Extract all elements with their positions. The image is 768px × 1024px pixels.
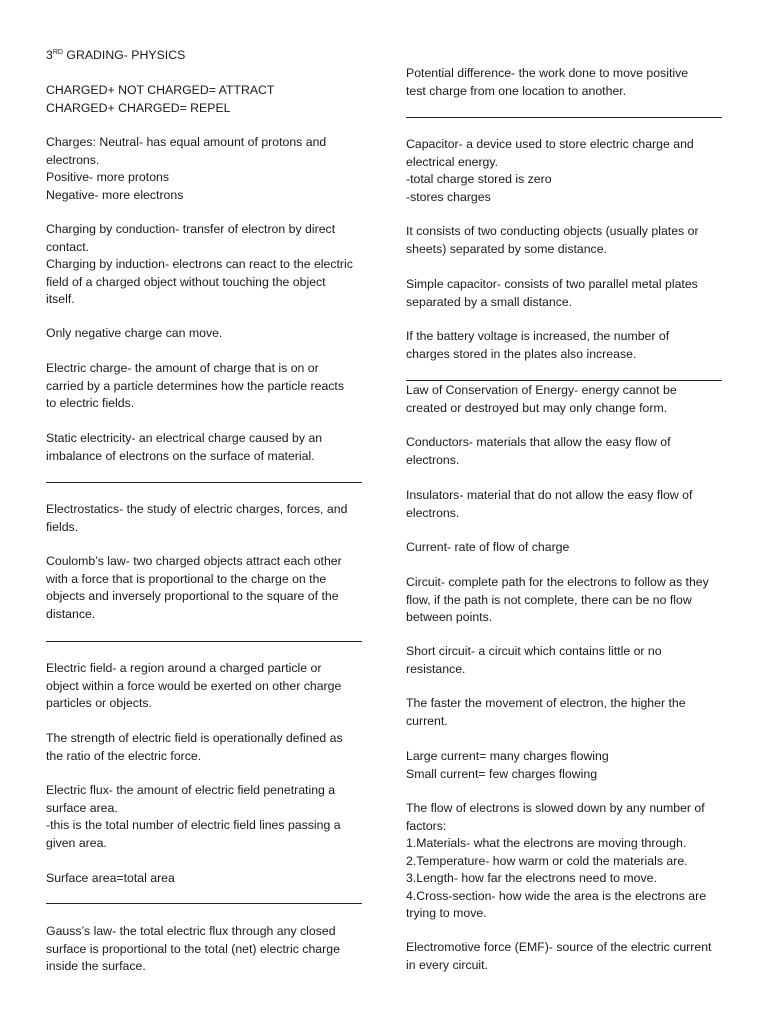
negative-charge-block bbox=[46, 325, 366, 343]
text-line: given area. bbox=[46, 835, 107, 850]
text-line: field of a charged object without touching the object bbox=[46, 274, 326, 289]
flow-factors-block bbox=[406, 800, 724, 923]
text-line: test charge from one location to another. bbox=[406, 83, 627, 98]
section-divider bbox=[46, 903, 362, 904]
text-line: created or destroyed but may only change form. bbox=[406, 400, 668, 415]
text-line: flow, if the path is not complete, there can be no flow bbox=[406, 592, 692, 607]
text-line: The strength of electric field is operationally defined as bbox=[46, 731, 343, 745]
text-line: CHARGED+ CHARGED= REPEL bbox=[46, 100, 231, 115]
text-line: sheets) separated by some distance. bbox=[406, 241, 607, 256]
text-line: Static electricity- an electrical charge caused by an bbox=[46, 431, 323, 445]
text-line: between points. bbox=[406, 610, 493, 624]
text-line: imbalance of electrons on the surface of material. bbox=[46, 448, 315, 463]
charges-block bbox=[46, 134, 366, 204]
text-line: trying to move. bbox=[406, 906, 487, 920]
capacitor-consists-block bbox=[406, 223, 724, 258]
text-line: Electric flux- the amount of electric field penetrating a bbox=[46, 783, 336, 797]
text-line: the ratio of the electric force. bbox=[46, 748, 202, 763]
text-line: Insulators- material that do not allow the easy flow of bbox=[406, 488, 693, 502]
text-line: Electrostatics- the study of electric charges, forces, and bbox=[46, 502, 348, 516]
text-line: in every circuit. bbox=[406, 957, 489, 972]
page-title: 3RD GRADING- PHYSICS bbox=[46, 48, 186, 62]
static-electricity-block bbox=[46, 430, 366, 465]
text-line: Law of Conservation of Energy- energy cannot be bbox=[406, 383, 677, 397]
current-size-block bbox=[406, 748, 724, 783]
text-line: current. bbox=[406, 713, 448, 728]
electrostatics-block bbox=[46, 501, 366, 536]
conductors-block bbox=[406, 434, 724, 469]
text-line: -stores charges bbox=[406, 189, 491, 204]
potential-difference-block bbox=[406, 65, 724, 100]
text-line: Large current= many charges flowing bbox=[406, 749, 609, 763]
text-line: Electric field- a region around a charged particle or bbox=[46, 661, 322, 675]
text-line: factors: bbox=[406, 818, 447, 833]
text-line: particles or objects. bbox=[46, 696, 152, 710]
text-line: The flow of electrons is slowed down by any number of bbox=[406, 801, 705, 815]
simple-capacitor-block bbox=[406, 276, 724, 311]
text-line: 4.Cross-section- how wide the area is the electrons are bbox=[406, 888, 707, 903]
text-line: surface is proportional to the total (net) electric charge bbox=[46, 941, 340, 956]
gauss-law-block bbox=[46, 923, 366, 976]
text-line: CHARGED+ NOT CHARGED= ATTRACT bbox=[46, 83, 275, 97]
surface-area-block bbox=[46, 870, 366, 888]
text-line: 1.Materials- what the electrons are moving through. bbox=[406, 836, 687, 850]
text-line: objects and inversely proportional to the square of the bbox=[46, 589, 339, 603]
text-line: Circuit- complete path for the electrons to follow as they bbox=[406, 575, 709, 589]
insulators-block bbox=[406, 487, 724, 522]
text-line: charges stored in the plates also increase. bbox=[406, 346, 637, 361]
capacitor-block bbox=[406, 136, 724, 206]
text-line: 3.Length- how far the electrons need to move. bbox=[406, 871, 657, 885]
text-line: Coulomb’s law- two charged objects attract each other bbox=[46, 554, 342, 568]
text-line: Charging by conduction- transfer of electron by direct bbox=[46, 222, 336, 236]
text-line: electrons. bbox=[46, 152, 100, 167]
text-line: Only negative charge can move. bbox=[46, 326, 223, 340]
field-strength-block bbox=[46, 730, 366, 765]
text-line: separated by a small distance. bbox=[406, 294, 573, 309]
text-line: distance. bbox=[46, 606, 96, 621]
section-divider bbox=[406, 380, 722, 381]
circuit-block bbox=[406, 574, 724, 627]
text-line: Positive- more protons bbox=[46, 170, 170, 184]
text-line: Capacitor- a device used to store electric charge and bbox=[406, 137, 694, 151]
text-line: electrical energy. bbox=[406, 154, 499, 169]
text-line: inside the surface. bbox=[46, 959, 146, 973]
electron-movement-block bbox=[406, 695, 724, 730]
text-line: If the battery voltage is increased, the number of bbox=[406, 329, 670, 343]
text-line: Conductors- materials that allow the easy flow of bbox=[406, 435, 671, 449]
charge-rules-block bbox=[46, 82, 366, 117]
text-line: Simple capacitor- consists of two parallel metal plates bbox=[406, 277, 698, 291]
text-line: Current- rate of flow of charge bbox=[406, 540, 570, 554]
text-line: Surface area=total area bbox=[46, 871, 175, 885]
current-block bbox=[406, 539, 724, 557]
text-line: It consists of two conducting objects (usually plates or bbox=[406, 224, 699, 238]
text-line: with a force that is proportional to the charge on the bbox=[46, 571, 327, 586]
text-line: Electric charge- the amount of charge that is on or bbox=[46, 361, 319, 375]
text-line: contact. bbox=[46, 239, 90, 254]
emf-block bbox=[406, 939, 724, 974]
section-divider bbox=[46, 482, 362, 483]
text-line: The faster the movement of electron, the higher the bbox=[406, 696, 686, 710]
text-line: surface area. bbox=[46, 800, 118, 815]
text-line: 2.Temperature- how warm or cold the materials are. bbox=[406, 853, 688, 868]
text-line: Gauss’s law- the total electric flux through any closed bbox=[46, 924, 336, 938]
battery-voltage-block bbox=[406, 328, 724, 363]
charging-block bbox=[46, 221, 366, 309]
section-divider bbox=[406, 117, 722, 118]
text-line: Charges: Neutral- has equal amount of protons and bbox=[46, 135, 327, 149]
conservation-energy-block bbox=[406, 382, 724, 417]
text-line: itself. bbox=[46, 292, 75, 306]
text-line: -this is the total number of electric field lines passing a bbox=[46, 818, 341, 832]
text-line: Short circuit- a circuit which contains little or no bbox=[406, 644, 662, 658]
text-line: carried by a particle determines how the particle reacts bbox=[46, 378, 344, 393]
electric-field-block bbox=[46, 660, 366, 713]
text-line: -total charge stored is zero bbox=[406, 172, 552, 186]
text-line: Potential difference- the work done to move positive bbox=[406, 66, 689, 80]
text-line: electrons. bbox=[406, 505, 460, 520]
section-divider bbox=[46, 641, 362, 642]
text-line: object within a force would be exerted on other charge bbox=[46, 678, 342, 693]
text-line: Negative- more electrons bbox=[46, 187, 184, 202]
short-circuit-block bbox=[406, 643, 724, 678]
text-line: Charging by induction- electrons can react to the electric bbox=[46, 257, 353, 271]
text-line: Electromotive force (EMF)- source of the electric current bbox=[406, 940, 712, 954]
electric-flux-block bbox=[46, 782, 366, 852]
text-line: Small current= few charges flowing bbox=[406, 766, 598, 781]
text-line: to electric fields. bbox=[46, 396, 135, 410]
text-line: fields. bbox=[46, 519, 79, 534]
text-line: electrons. bbox=[406, 452, 460, 467]
electric-charge-block bbox=[46, 360, 366, 413]
text-line: resistance. bbox=[406, 661, 466, 676]
coulombs-law-block bbox=[46, 553, 366, 623]
